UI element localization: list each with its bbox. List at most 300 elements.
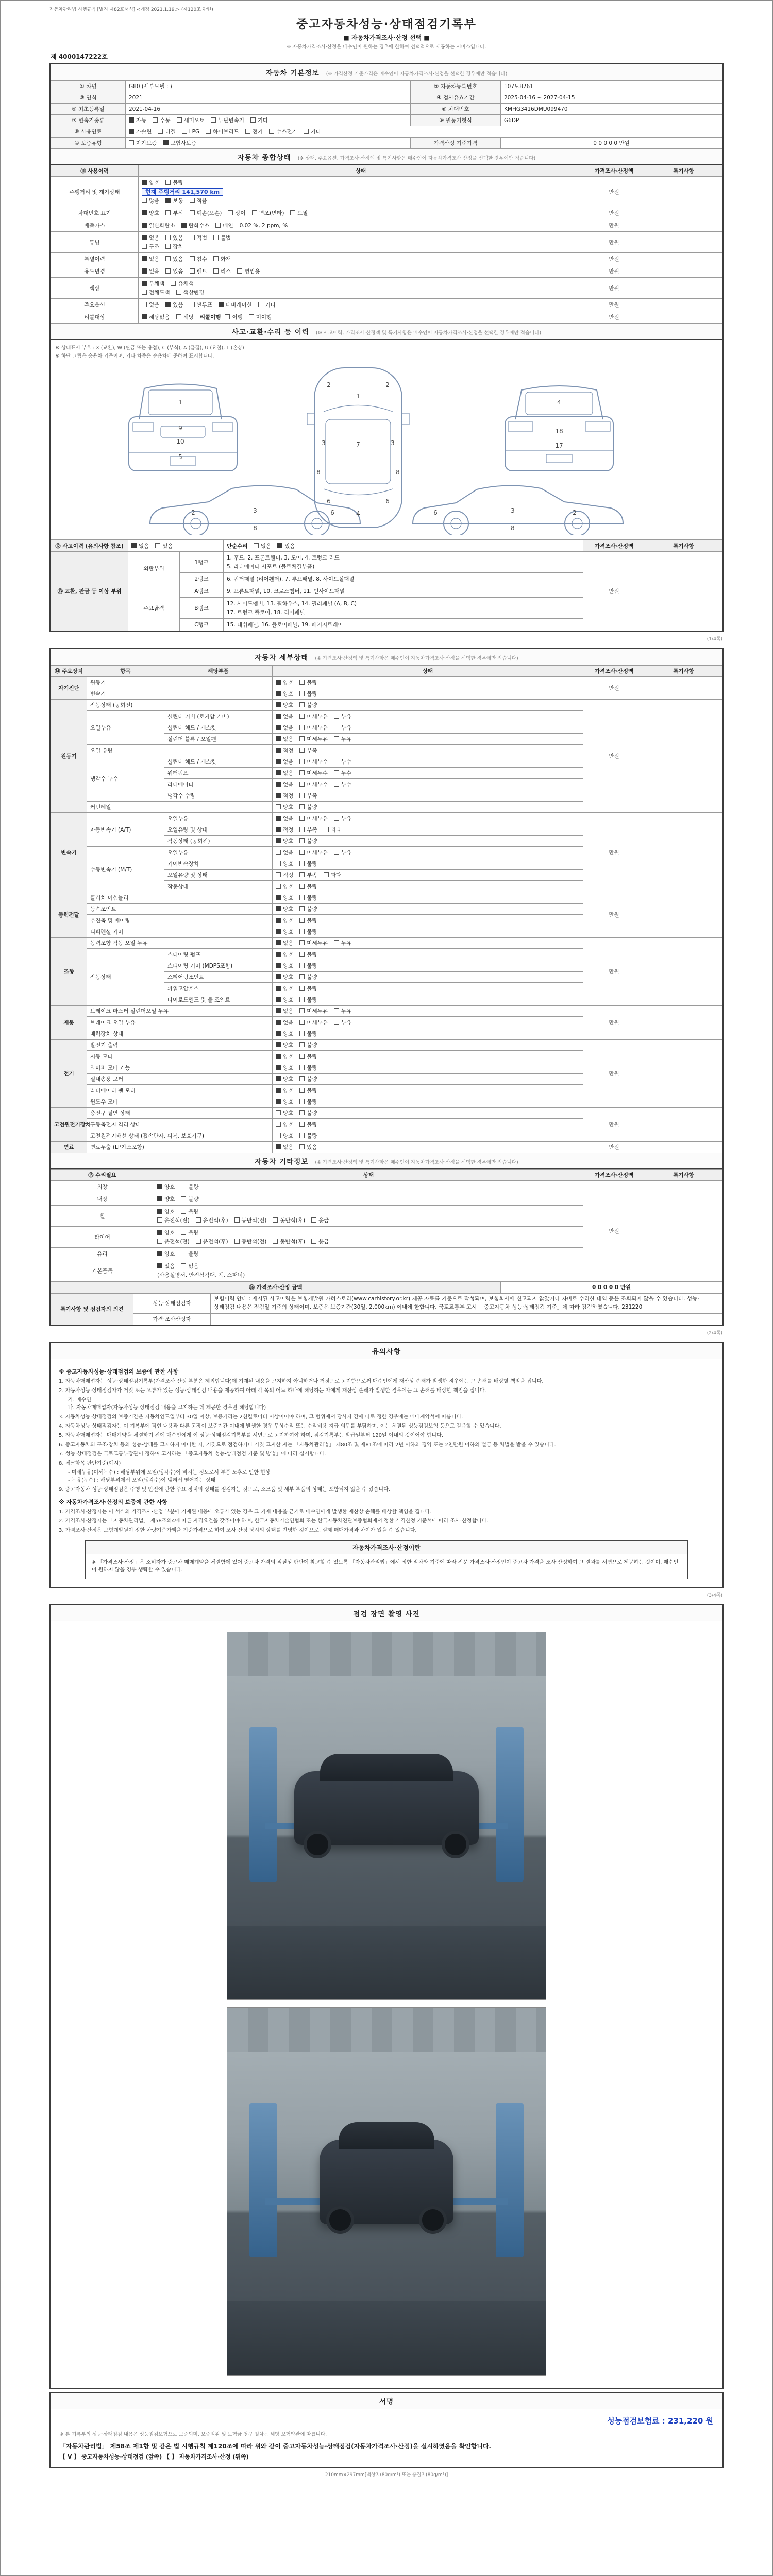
checked-checkbox-icon[interactable] <box>276 782 281 787</box>
checkbox-icon[interactable] <box>254 543 259 548</box>
checkbox-icon[interactable] <box>299 1042 305 1047</box>
checkbox-icon[interactable] <box>211 117 216 123</box>
checked-checkbox-icon[interactable] <box>276 838 281 843</box>
checkbox-option[interactable] <box>334 1007 351 1015</box>
checkbox-icon[interactable] <box>225 314 230 319</box>
checkbox-option[interactable] <box>299 939 328 947</box>
checkbox-icon[interactable] <box>190 268 195 274</box>
checkbox-option[interactable] <box>299 837 317 845</box>
checkbox-option[interactable] <box>176 289 205 296</box>
checkbox-option[interactable] <box>276 1109 293 1117</box>
checkbox-icon[interactable] <box>234 1217 240 1223</box>
checkbox-icon[interactable] <box>155 543 160 548</box>
checkbox-icon[interactable] <box>249 314 254 319</box>
checkbox-option[interactable] <box>276 679 293 686</box>
checkbox-icon[interactable] <box>299 1008 305 1013</box>
checkbox-icon[interactable] <box>269 129 274 134</box>
checkbox-option[interactable] <box>211 116 244 124</box>
checkbox-option[interactable] <box>299 1075 317 1083</box>
checkbox-icon[interactable] <box>299 680 305 685</box>
checkbox-option[interactable] <box>155 542 173 550</box>
checkbox-option[interactable] <box>181 1183 198 1191</box>
checkbox-option[interactable] <box>158 128 175 135</box>
checkbox-option[interactable] <box>299 792 317 800</box>
checkbox-option[interactable] <box>299 894 317 902</box>
checked-checkbox-icon[interactable] <box>276 759 281 764</box>
checkbox-icon[interactable] <box>299 906 305 911</box>
checkbox-option[interactable] <box>213 267 231 275</box>
checkbox-option[interactable] <box>299 1143 317 1151</box>
checked-checkbox-icon[interactable] <box>276 748 281 753</box>
checked-checkbox-icon[interactable] <box>276 680 281 685</box>
checked-checkbox-icon[interactable] <box>276 1020 281 1025</box>
checkbox-option[interactable] <box>299 996 317 1004</box>
checkbox-icon[interactable] <box>276 1122 281 1127</box>
checkbox-option[interactable] <box>206 128 239 135</box>
checkbox-option[interactable] <box>299 1064 317 1072</box>
checkbox-option[interactable] <box>273 1216 305 1224</box>
checkbox-icon[interactable] <box>142 244 147 249</box>
checkbox-icon[interactable] <box>196 1217 201 1223</box>
checkbox-option[interactable] <box>299 1019 328 1026</box>
checked-checkbox-icon[interactable] <box>129 117 134 123</box>
checkbox-icon[interactable] <box>165 180 171 185</box>
checked-checkbox-icon[interactable] <box>276 952 281 957</box>
checked-checkbox-icon[interactable] <box>276 1099 281 1104</box>
checkbox-option[interactable] <box>299 928 317 936</box>
checkbox-icon[interactable] <box>276 884 281 889</box>
checkbox-icon[interactable] <box>228 210 233 215</box>
checkbox-option[interactable] <box>157 1229 175 1236</box>
checkbox-option[interactable] <box>196 1238 228 1245</box>
checkbox-option[interactable] <box>276 769 293 777</box>
checkbox-icon[interactable] <box>165 244 171 249</box>
checkbox-icon[interactable] <box>334 782 339 787</box>
checkbox-option[interactable] <box>276 939 293 947</box>
checkbox-option[interactable] <box>299 860 317 868</box>
checkbox-icon[interactable] <box>299 929 305 934</box>
checkbox-icon[interactable] <box>181 1251 186 1256</box>
checkbox-option[interactable] <box>252 209 284 217</box>
checkbox-option[interactable] <box>276 996 293 1004</box>
checkbox-option[interactable] <box>234 1238 267 1245</box>
checkbox-icon[interactable] <box>299 940 305 945</box>
checkbox-icon[interactable] <box>290 210 295 215</box>
checkbox-option[interactable] <box>334 939 351 947</box>
checkbox-icon[interactable] <box>299 850 305 855</box>
checkbox-option[interactable] <box>299 1007 328 1015</box>
checkbox-option[interactable] <box>157 1262 175 1270</box>
checkbox-option[interactable] <box>234 1216 267 1224</box>
checkbox-option[interactable] <box>142 255 159 263</box>
checkbox-option[interactable] <box>129 128 152 135</box>
checkbox-option[interactable] <box>142 179 159 187</box>
checkbox-icon[interactable] <box>299 816 305 821</box>
checkbox-option[interactable] <box>299 735 328 743</box>
checkbox-option[interactable] <box>269 128 297 135</box>
checked-checkbox-icon[interactable] <box>276 1008 281 1013</box>
checkbox-option[interactable] <box>334 713 351 720</box>
checkbox-option[interactable] <box>311 1216 329 1224</box>
checkbox-option[interactable] <box>299 1121 317 1128</box>
checked-checkbox-icon[interactable] <box>163 140 169 145</box>
checked-checkbox-icon[interactable] <box>276 974 281 979</box>
checkbox-icon[interactable] <box>213 256 219 261</box>
checkbox-icon[interactable] <box>142 198 147 203</box>
checkbox-option[interactable] <box>163 139 197 147</box>
checked-checkbox-icon[interactable] <box>276 906 281 911</box>
checked-checkbox-icon[interactable] <box>276 1088 281 1093</box>
checkbox-icon[interactable] <box>273 1239 278 1244</box>
checked-checkbox-icon[interactable] <box>157 1209 162 1214</box>
checked-checkbox-icon[interactable] <box>276 827 281 832</box>
checkbox-icon[interactable] <box>190 302 195 307</box>
checkbox-icon[interactable] <box>165 210 171 215</box>
checked-checkbox-icon[interactable] <box>142 210 147 215</box>
checkbox-option[interactable] <box>276 701 293 709</box>
checkbox-option[interactable] <box>299 724 328 732</box>
checkbox-option[interactable] <box>334 724 351 732</box>
checkbox-option[interactable] <box>190 301 212 309</box>
checked-checkbox-icon[interactable] <box>142 235 147 240</box>
checkbox-option[interactable] <box>276 1030 293 1038</box>
checked-checkbox-icon[interactable] <box>276 770 281 775</box>
checkbox-option[interactable] <box>276 849 293 856</box>
checkbox-option[interactable] <box>299 769 328 777</box>
checkbox-option[interactable] <box>254 542 271 550</box>
checkbox-option[interactable] <box>304 128 321 135</box>
checkbox-icon[interactable] <box>157 1217 162 1223</box>
checkbox-option[interactable] <box>299 1132 317 1140</box>
checkbox-icon[interactable] <box>299 1054 305 1059</box>
checkbox-icon[interactable] <box>182 129 187 134</box>
checkbox-option[interactable] <box>299 985 317 992</box>
checkbox-icon[interactable] <box>237 268 242 274</box>
checkbox-icon[interactable] <box>258 302 263 307</box>
checkbox-option[interactable] <box>142 234 159 242</box>
checkbox-option[interactable] <box>334 781 351 788</box>
checkbox-option[interactable] <box>276 985 293 992</box>
checkbox-option[interactable] <box>142 313 170 321</box>
checkbox-option[interactable] <box>165 197 183 205</box>
checkbox-option[interactable] <box>245 128 263 135</box>
checkbox-icon[interactable] <box>206 129 211 134</box>
checked-checkbox-icon[interactable] <box>276 1076 281 1081</box>
checkbox-option[interactable] <box>276 928 293 936</box>
checkbox-option[interactable] <box>276 1075 293 1083</box>
checkbox-icon[interactable] <box>299 952 305 957</box>
checkbox-option[interactable] <box>213 234 231 242</box>
checkbox-icon[interactable] <box>299 1065 305 1070</box>
checked-checkbox-icon[interactable] <box>157 1196 162 1201</box>
checkbox-icon[interactable] <box>176 290 181 295</box>
checkbox-icon[interactable] <box>299 1076 305 1081</box>
checked-checkbox-icon[interactable] <box>219 302 224 307</box>
checkbox-icon[interactable] <box>299 702 305 707</box>
checkbox-option[interactable] <box>276 837 293 845</box>
checkbox-option[interactable] <box>276 871 293 879</box>
checkbox-icon[interactable] <box>311 1239 316 1244</box>
checkbox-icon[interactable] <box>299 827 305 832</box>
checkbox-option[interactable] <box>237 267 260 275</box>
checkbox-option[interactable] <box>276 1007 293 1015</box>
checkbox-option[interactable] <box>142 301 159 309</box>
checkbox-icon[interactable] <box>299 1099 305 1104</box>
checkbox-option[interactable] <box>276 1098 293 1106</box>
checkbox-icon[interactable] <box>276 850 281 855</box>
checkbox-option[interactable] <box>165 234 183 242</box>
checkbox-option[interactable] <box>276 905 293 913</box>
checkbox-option[interactable] <box>190 255 207 263</box>
checkbox-option[interactable] <box>182 129 199 135</box>
checkbox-icon[interactable] <box>213 268 219 274</box>
checkbox-icon[interactable] <box>176 314 181 319</box>
checkbox-icon[interactable] <box>299 793 305 798</box>
checkbox-option[interactable] <box>311 1238 329 1245</box>
checkbox-option[interactable] <box>299 849 328 856</box>
checkbox-icon[interactable] <box>181 1196 186 1201</box>
checked-checkbox-icon[interactable] <box>277 543 282 548</box>
checkbox-icon[interactable] <box>299 691 305 696</box>
checkbox-option[interactable] <box>276 792 293 800</box>
checkbox-icon[interactable] <box>142 290 147 295</box>
checked-checkbox-icon[interactable] <box>276 1065 281 1070</box>
checkbox-option[interactable] <box>190 197 207 205</box>
checkbox-icon[interactable] <box>196 1239 201 1244</box>
checkbox-option[interactable] <box>213 255 231 263</box>
checkbox-option[interactable] <box>190 209 222 217</box>
checkbox-icon[interactable] <box>158 129 163 134</box>
checkbox-option[interactable] <box>276 951 293 958</box>
checkbox-icon[interactable] <box>234 1239 240 1244</box>
checkbox-option[interactable] <box>190 234 207 242</box>
checkbox-option[interactable] <box>299 905 317 913</box>
checkbox-icon[interactable] <box>276 1133 281 1138</box>
checkbox-option[interactable] <box>299 679 317 686</box>
checkbox-option[interactable] <box>299 962 317 970</box>
checked-checkbox-icon[interactable] <box>157 1184 162 1189</box>
checkbox-option[interactable] <box>157 1250 175 1258</box>
checkbox-option[interactable] <box>181 222 210 229</box>
checkbox-icon[interactable] <box>299 804 305 809</box>
checkbox-icon[interactable] <box>181 1184 186 1189</box>
checkbox-option[interactable] <box>215 222 233 229</box>
checkbox-option[interactable] <box>299 883 317 890</box>
checked-checkbox-icon[interactable] <box>276 793 281 798</box>
checkbox-option[interactable] <box>196 1216 228 1224</box>
checked-checkbox-icon[interactable] <box>276 691 281 696</box>
checkbox-option[interactable] <box>181 1262 198 1270</box>
checkbox-option[interactable] <box>276 1019 293 1026</box>
checkbox-option[interactable] <box>276 1087 293 1094</box>
checkbox-icon[interactable] <box>299 872 305 877</box>
checkbox-option[interactable] <box>165 243 183 250</box>
checkbox-option[interactable] <box>276 1132 293 1140</box>
checkbox-icon[interactable] <box>299 770 305 775</box>
checkbox-icon[interactable] <box>276 804 281 809</box>
checked-checkbox-icon[interactable] <box>165 302 171 307</box>
checkbox-option[interactable] <box>324 826 341 834</box>
checkbox-icon[interactable] <box>165 256 171 261</box>
checkbox-icon[interactable] <box>252 210 257 215</box>
checkbox-icon[interactable] <box>334 1008 339 1013</box>
checked-checkbox-icon[interactable] <box>142 180 147 185</box>
checked-checkbox-icon[interactable] <box>276 736 281 741</box>
checked-checkbox-icon[interactable] <box>131 543 137 548</box>
checkbox-option[interactable] <box>299 803 317 811</box>
checkbox-option[interactable] <box>181 1195 198 1203</box>
checkbox-option[interactable] <box>190 267 207 275</box>
checkbox-option[interactable] <box>324 871 341 879</box>
checked-checkbox-icon[interactable] <box>276 918 281 923</box>
checkbox-icon[interactable] <box>299 974 305 979</box>
checkbox-icon[interactable] <box>165 268 171 274</box>
checkbox-option[interactable] <box>334 769 351 777</box>
checkbox-option[interactable] <box>299 690 317 698</box>
checkbox-option[interactable] <box>299 781 328 788</box>
checkbox-icon[interactable] <box>334 759 339 764</box>
checkbox-option[interactable] <box>165 255 183 263</box>
checkbox-option[interactable] <box>276 962 293 970</box>
checkbox-icon[interactable] <box>299 918 305 923</box>
checkbox-option[interactable] <box>276 1121 293 1128</box>
checkbox-option[interactable] <box>334 849 351 856</box>
checkbox-option[interactable] <box>276 1041 293 1049</box>
checked-checkbox-icon[interactable] <box>142 256 147 261</box>
checked-checkbox-icon[interactable] <box>276 1031 281 1036</box>
checkbox-option[interactable] <box>299 1098 317 1106</box>
checked-checkbox-icon[interactable] <box>157 1251 162 1256</box>
checkbox-option[interactable] <box>299 826 317 834</box>
checkbox-option[interactable] <box>142 209 159 217</box>
checkbox-option[interactable] <box>299 701 317 709</box>
checkbox-option[interactable] <box>142 197 159 205</box>
checkbox-icon[interactable] <box>181 1230 186 1235</box>
checkbox-option[interactable] <box>165 179 183 187</box>
checkbox-icon[interactable] <box>276 1110 281 1115</box>
checkbox-option[interactable] <box>276 1143 293 1151</box>
checkbox-icon[interactable] <box>304 129 309 134</box>
checkbox-icon[interactable] <box>250 117 256 123</box>
checkbox-option[interactable] <box>153 116 170 124</box>
checked-checkbox-icon[interactable] <box>276 714 281 719</box>
checkbox-icon[interactable] <box>299 1110 305 1115</box>
checkbox-option[interactable] <box>299 1109 317 1117</box>
checkbox-option[interactable] <box>276 758 293 766</box>
checkbox-option[interactable] <box>249 313 272 321</box>
checkbox-option[interactable] <box>276 917 293 924</box>
checkbox-icon[interactable] <box>177 117 182 123</box>
checkbox-icon[interactable] <box>334 940 339 945</box>
checkbox-option[interactable] <box>276 1064 293 1072</box>
checkbox-icon[interactable] <box>299 838 305 843</box>
checkbox-option[interactable] <box>276 724 293 732</box>
checkbox-icon[interactable] <box>215 223 221 228</box>
checkbox-icon[interactable] <box>157 1239 162 1244</box>
checkbox-icon[interactable] <box>334 714 339 719</box>
checkbox-option[interactable] <box>157 1238 190 1245</box>
checkbox-option[interactable] <box>276 860 293 868</box>
checkbox-icon[interactable] <box>299 1133 305 1138</box>
checkbox-option[interactable] <box>131 542 149 550</box>
checkbox-option[interactable] <box>290 209 308 217</box>
checkbox-icon[interactable] <box>334 736 339 741</box>
checkbox-option[interactable] <box>299 973 317 981</box>
checkbox-option[interactable] <box>219 301 252 309</box>
checkbox-icon[interactable] <box>190 256 195 261</box>
checkbox-option[interactable] <box>157 1216 190 1224</box>
checkbox-icon[interactable] <box>190 210 195 215</box>
checkbox-icon[interactable] <box>299 736 305 741</box>
checkbox-icon[interactable] <box>311 1217 316 1223</box>
checkbox-option[interactable] <box>276 826 293 834</box>
checkbox-option[interactable] <box>299 951 317 958</box>
checkbox-icon[interactable] <box>299 748 305 753</box>
checkbox-icon[interactable] <box>299 759 305 764</box>
checkbox-option[interactable] <box>157 1195 175 1203</box>
checked-checkbox-icon[interactable] <box>157 1263 162 1268</box>
checkbox-option[interactable] <box>157 1183 175 1191</box>
checkbox-option[interactable] <box>276 883 293 890</box>
checkbox-option[interactable] <box>276 735 293 743</box>
checkbox-option[interactable] <box>299 815 328 822</box>
checkbox-option[interactable] <box>299 1030 317 1038</box>
checked-checkbox-icon[interactable] <box>276 940 281 945</box>
checkbox-option[interactable] <box>181 1250 198 1258</box>
checked-checkbox-icon[interactable] <box>142 314 147 319</box>
checkbox-option[interactable] <box>299 747 317 754</box>
checkbox-icon[interactable] <box>334 770 339 775</box>
checkbox-icon[interactable] <box>165 235 171 240</box>
checkbox-icon[interactable] <box>299 1122 305 1127</box>
checkbox-icon[interactable] <box>324 872 329 877</box>
checkbox-option[interactable] <box>129 116 146 124</box>
checkbox-icon[interactable] <box>190 235 195 240</box>
checked-checkbox-icon[interactable] <box>276 1042 281 1047</box>
checkbox-icon[interactable] <box>334 1020 339 1025</box>
checkbox-option[interactable] <box>142 267 159 275</box>
checkbox-option[interactable] <box>225 313 242 321</box>
checkbox-option[interactable] <box>299 1053 317 1060</box>
checkbox-icon[interactable] <box>299 986 305 991</box>
checkbox-option[interactable] <box>334 1019 351 1026</box>
checkbox-icon[interactable] <box>324 827 329 832</box>
checked-checkbox-icon[interactable] <box>276 1054 281 1059</box>
checkbox-option[interactable] <box>276 713 293 720</box>
checkbox-icon[interactable] <box>299 997 305 1002</box>
checkbox-icon[interactable] <box>129 140 134 145</box>
checkbox-option[interactable] <box>228 209 245 217</box>
checkbox-option[interactable] <box>299 713 328 720</box>
checkbox-option[interactable] <box>258 301 276 309</box>
checkbox-option[interactable] <box>276 747 293 754</box>
checkbox-option[interactable] <box>142 280 164 287</box>
checkbox-icon[interactable] <box>299 782 305 787</box>
checkbox-option[interactable] <box>165 267 183 275</box>
checkbox-option[interactable] <box>299 917 317 924</box>
checkbox-option[interactable] <box>142 289 170 296</box>
checkbox-icon[interactable] <box>190 198 195 203</box>
checkbox-icon[interactable] <box>299 1088 305 1093</box>
checkbox-option[interactable] <box>277 542 295 550</box>
checkbox-option[interactable] <box>299 1087 317 1094</box>
checkbox-option[interactable] <box>176 313 194 321</box>
checked-checkbox-icon[interactable] <box>142 281 147 286</box>
checkbox-icon[interactable] <box>181 1209 186 1214</box>
checkbox-icon[interactable] <box>299 884 305 889</box>
checkbox-option[interactable] <box>181 1229 198 1236</box>
checked-checkbox-icon[interactable] <box>181 223 187 228</box>
